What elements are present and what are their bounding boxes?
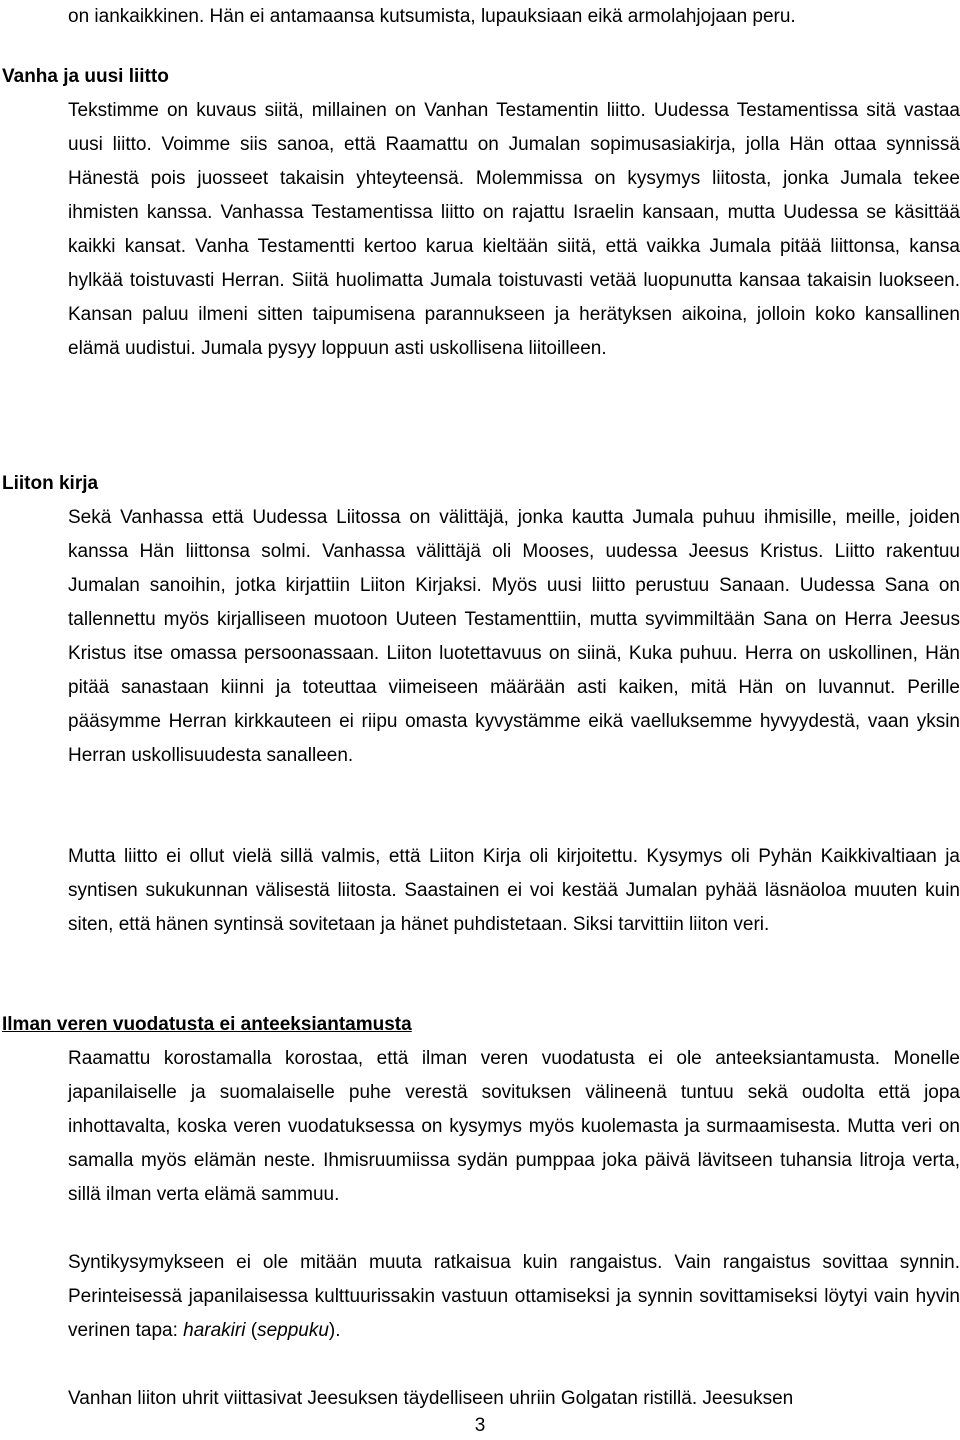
paragraph-ilman-veren-2: Syntikysymykseen ei ole mitään muuta ratkaisua kuin rangaistus. Vain rangaistus sovittaa synnin. Perinteisessä japanilaisessa kulttuurissakin vastuun ottamiseksi ja synnin sovittamiseksi löytyi vain hyvin verinen tapa: harakiri (seppuku). — [68, 1252, 960, 1341]
paragraph-ilman-veren-2-text: Syntikysymykseen ei ole mitään muuta ratkaisua kuin rangaistus. Vain rangaistus sovittaa synnin. Perinteisessä japanilaisessa kulttuurissakin vastuun ottamiseksi ja synnin sovittamiseksi löytyi vain hyvin verinen tapa: — [68, 1252, 960, 1341]
paragraph-liiton-kirja-2: Mutta liitto ei ollut vielä sillä valmis, että Liiton Kirja oli kirjoitettu. Kysymys oli Pyhän Kaikkivaltiaan ja syntisen sukukunnan välisestä liitosta. Saastainen ei voi kestää Jumalan pyhää läsnäoloa muuten kuin siten, että hänen syntinsä sovitetaan ja hänet puhdistetaan. Siksi tarvittiin liiton veri. — [68, 846, 960, 935]
paragraph-ilman-veren-1: Raamattu korostamalla korostaa, että ilman veren vuodatusta ei ole anteeksiantamusta. Monelle japanilaiselle ja suomalaiselle puhe verestä sovituksen välineenä tuntuu sekä oudolta että jopa inhottavalta, koska veren vuodatuksessa on kysymys myös kuolemasta ja surmaamisesta. Mutta veri on samalla myös elämän neste. Ihmisruumiissa sydän pumppaa joka päivä lävitseen tuhansia litroja verta, sillä ilman verta elämä sammuu. — [68, 1048, 960, 1205]
section-heading-ilman-veren-vuodatusta: Ilman veren vuodatusta ei anteeksiantamusta — [2, 1014, 412, 1035]
section-heading-liiton-kirja: Liiton kirja — [2, 473, 99, 494]
term-harakiri: harakiri — [183, 1320, 246, 1341]
term-seppuku: seppuku — [257, 1320, 329, 1341]
paragraph-liiton-kirja-1: Sekä Vanhassa että Uudessa Liitossa on välittäjä, jonka kautta Jumala puhuu ihmisille, meille, joiden kanssa Hän liittonsa solmi. Vanhassa välittäjä oli Mooses, uudessa Jeesus Kristus. Liitto rakentuu Jumalan sanoihin, jotka kirjattiin Liiton Kirjaksi. Myös uusi liitto perustuu Sanaan. Uudessa Sana on tallennettu myös kirjalliseen muotoon Uuteen Testamenttiin, mutta syvimmiltään Sana on Herra Jeesus Kristus itse omassa persoonassaan. Liiton luotettavuus on siinä, Kuka puhuu. Herra on uskollinen, Hän pitää sanastaan kiinni ja toteuttaa viimeiseen määrään asti kaiken, mitä Hän on luvannut. Perille pääsymme Herran kirkkauteen ei riipu omasta kyvystämme eikä vaelluksemme hyvyydestä, vaan yksin Herran uskollisuudesta sanalleen. — [68, 507, 960, 766]
page-number: 3 — [474, 1415, 486, 1436]
paragraph-vanha-ja-uusi-liitto: Tekstimme on kuvaus siitä, millainen on Vanhan Testamentin liitto. Uudessa Testamentissa sitä vastaa uusi liitto. Voimme siis sanoa, että Raamattu on Jumalan sopimusasiakirja, jolla Hän ottaa synnissä Hänestä pois juosseet takaisin yhteyteensä. Molemmissa on kysymys liitosta, jonka Jumala tekee ihmisten kanssa. Vanhassa Testamentissa liitto on rajattu Israelin kansaan, mutta Uudessa se käsittää kaikki kansat. Vanha Testamentti kertoo karua kieltään siitä, että vaikka Jumala pitää liittonsa, kansa hylkää toistuvasti Herran. Siitä huolimatta Jumala toistuvasti vetää luopunutta kansaa takaisin luokseen. Kansan paluu ilmeni sitten taipumisena parannukseen ja herätyksen aikoina, jolloin koko kansallinen elämä uudistui. Jumala pysyy loppuun asti uskollisena liitoilleen. — [68, 100, 960, 359]
section-heading-vanha-ja-uusi-liitto: Vanha ja uusi liitto — [2, 66, 169, 87]
continuation-paragraph: on iankaikkinen. Hän ei antamaansa kutsumista, lupauksiaan eikä armolahjojaan peru. — [68, 6, 796, 27]
paragraph-ilman-veren-3: Vanhan liiton uhrit viittasivat Jeesuksen täydelliseen uhriin Golgatan ristillä. Jeesuksen — [68, 1388, 794, 1409]
